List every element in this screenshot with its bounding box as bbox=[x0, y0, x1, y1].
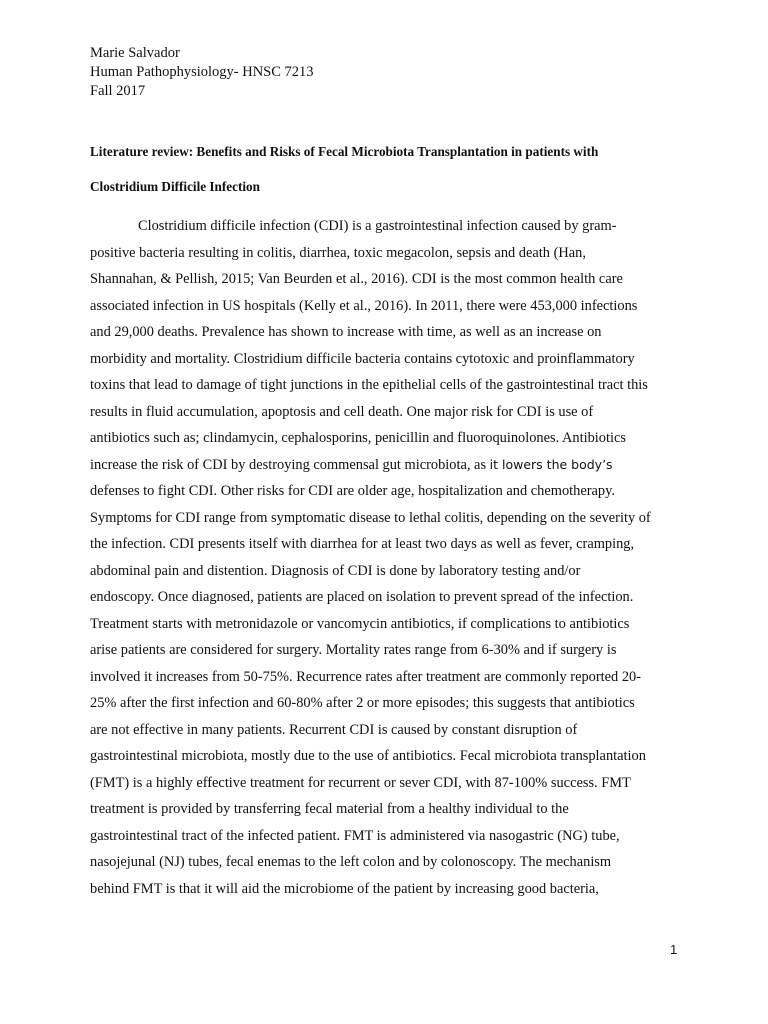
body-line: morbidity and mortality. Clostridium difficile bacteria contains cytotoxic and proinflammatory bbox=[90, 350, 635, 367]
course-name: Human Pathophysiology- HNSC 7213 bbox=[90, 64, 314, 80]
body-line: antibiotics such as; clindamycin, cephalosporins, penicillin and fluoroquinolones. Antibiotics bbox=[90, 430, 626, 446]
body-line: gastrointestinal tract of the infected patient. FMT is administered via nasogastric (NG) tube, bbox=[90, 827, 620, 844]
author-name: Marie Salvador bbox=[90, 45, 180, 61]
term: Fall 2017 bbox=[90, 83, 146, 99]
body-line: 25% after the first infection and 60-80% after 2 or more episodes; this suggests that antibiotics bbox=[90, 695, 635, 711]
body-line: Symptoms for CDI range from symptomatic disease to lethal colitis, depending on the severity of bbox=[90, 509, 651, 526]
title-line-2: Clostridium Difficile Infection bbox=[90, 179, 260, 194]
body-line: toxins that lead to damage of tight junctions in the epithelial cells of the gastrointestinal tract this bbox=[90, 377, 648, 393]
body-line: are not effective in many patients. Recurrent CDI is caused by constant disruption of bbox=[90, 721, 578, 738]
body-line: and 29,000 deaths. Prevalence has shown to increase with time, as well as an increase on bbox=[90, 324, 602, 340]
body-line: results in fluid accumulation, apoptosis and cell death. One major risk for CDI is use of bbox=[90, 403, 594, 420]
page-number: 1 bbox=[670, 942, 678, 957]
body-line: positive bacteria resulting in colitis, diarrhea, toxic megacolon, sepsis and death (Han, bbox=[90, 244, 586, 261]
body-line: involved it increases from 50-75%. Recurrence rates after treatment are commonly reported 20- bbox=[90, 668, 642, 685]
body-line: (FMT) is a highly effective treatment for recurrent or sever CDI, with 87-100% success. FMT bbox=[90, 774, 631, 791]
body-line: endoscopy. Once diagnosed, patients are placed on isolation to prevent spread of the infection. bbox=[90, 589, 634, 605]
body-line: associated infection in US hospitals (Kelly et al., 2016). In 2011, there were 453,000 infections bbox=[90, 297, 638, 314]
body-line-mixed-font bbox=[90, 455, 613, 475]
body-text-serif: increase the risk of CDI by destroying commensal gut microbiota, as bbox=[90, 456, 490, 473]
body-line: Treatment starts with metronidazole or vancomycin antibiotics, if complications to antibiotics bbox=[90, 615, 630, 632]
title-line-1: Literature review: Benefits and Risks of Fecal Microbiota Transplantation in patients with bbox=[90, 144, 599, 159]
body-text-sans: it lowers the body’s bbox=[489, 456, 613, 472]
body-line: abdominal pain and distention. Diagnosis of CDI is done by laboratory testing and/or bbox=[90, 562, 581, 579]
body-line: Shannahan, & Pellish, 2015; Van Beurden et al., 2016). CDI is the most common health care bbox=[90, 271, 623, 287]
body-line: gastrointestinal microbiota, mostly due to the use of antibiotics. Fecal microbiota transplantation bbox=[90, 748, 646, 764]
body-line: treatment is provided by transferring fecal material from a healthy individual to the bbox=[90, 801, 569, 817]
body-line: arise patients are considered for surgery. Mortality rates range from 6-30% and if surgery is bbox=[90, 642, 617, 658]
document-header bbox=[90, 44, 314, 101]
body-line: the infection. CDI presents itself with diarrhea for at least two days as well as fever, cramping, bbox=[90, 536, 635, 552]
body-line: defenses to fight CDI. Other risks for CDI are older age, hospitalization and chemotherapy. bbox=[90, 483, 615, 499]
body-line: behind FMT is that it will aid the microbiome of the patient by increasing good bacteria, bbox=[90, 880, 599, 897]
body-line: nasojejunal (NJ) tubes, fecal enemas to the left colon and by colonoscopy. The mechanism bbox=[90, 854, 612, 870]
body-line: Clostridium difficile infection (CDI) is a gastrointestinal infection caused by gram- bbox=[138, 218, 617, 234]
